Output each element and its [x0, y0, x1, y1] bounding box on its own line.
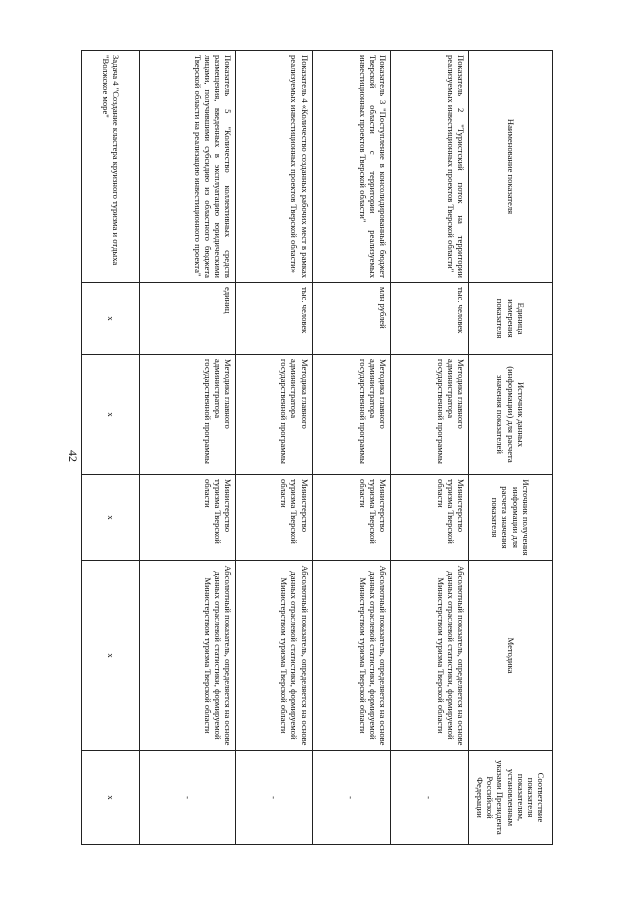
- task-unit: х: [82, 283, 140, 355]
- header-method: Методика: [469, 561, 553, 751]
- indicator-data-source: Методика главного администратора государственной программы: [312, 355, 390, 475]
- table-row: [390, 51, 468, 845]
- page-number: 42: [66, 450, 80, 462]
- indicator-unit: единиц: [140, 283, 236, 355]
- indicator-info-source: Министерство туризма Тверской области: [390, 475, 468, 561]
- indicator-info-source: Министерство туризма Тверской области: [236, 475, 312, 561]
- header-indicator-name: Наименование показателя: [469, 51, 553, 283]
- indicator-compliance: -: [312, 751, 390, 845]
- task-name: Задача 4 "Создание кластера круизного туризма и отдыха "Волжское море": [82, 51, 140, 283]
- table-row: [140, 51, 236, 845]
- table-row: [312, 51, 390, 845]
- indicator-compliance: -: [140, 751, 236, 845]
- indicators-table: [81, 50, 553, 845]
- task-method: х: [82, 561, 140, 751]
- indicator-method: Абсолютный показатель, определяется на основе данных отраслевой статистики, формируемой Министерством туризма Тверской области: [236, 561, 312, 751]
- indicator-data-source: Методика главного администратора государственной программы: [390, 355, 468, 475]
- indicator-info-source: Министерство туризма Тверской области: [140, 475, 236, 561]
- indicator-name: Показатель 4 «Количество созданных рабочих мест в рамках реализуемых инвестиционных проектов Тверской области»: [236, 51, 312, 283]
- indicator-method: Абсолютный показатель, определяется на основе данных отраслевой статистики, формируемой Министерством туризма Тверской области: [140, 561, 236, 751]
- table-row: [236, 51, 312, 845]
- task-data-source: х: [82, 355, 140, 475]
- indicator-data-source: Методика главного администратора государственной программы: [140, 355, 236, 475]
- indicators-table-rotated: [81, 50, 553, 844]
- indicator-info-source: Министерство туризма Тверской области: [312, 475, 390, 561]
- task-compliance: х: [82, 751, 140, 845]
- indicator-unit: тыс. человек: [236, 283, 312, 355]
- header-unit: Единица измерения показателя: [469, 283, 553, 355]
- indicator-data-source: Методика главного администратора государственной программы: [236, 355, 312, 475]
- indicator-method: Абсолютный показатель, определяется на основе данных отраслевой статистики, формируемой Министерством туризма Тверской области: [390, 561, 468, 751]
- indicator-name: Показатель 2 "Туристский поток на территории реализуемых инвестиционных проектов Тверской области": [390, 51, 468, 283]
- header-info-source: Источник получения информации для расчета значения показателя: [469, 475, 553, 561]
- indicator-name: Показатель 3 "Поступление в консолидированный бюджет Тверской области с территории реализуемых инвестиционных проектов Тверской области": [312, 51, 390, 283]
- table-header-row: [469, 51, 553, 845]
- header-data-source: Источник данных (информации) для расчета значения показателей: [469, 355, 553, 475]
- indicator-unit: тыс. человек: [390, 283, 468, 355]
- indicator-compliance: -: [390, 751, 468, 845]
- task-row: [82, 51, 140, 845]
- header-compliance: Соответствие показателя показателям, установленным указами Президента Российской Федерации: [469, 751, 553, 845]
- indicator-unit: млн рублей: [312, 283, 390, 355]
- indicator-method: Абсолютный показатель, определяется на основе данных отраслевой статистики, формируемой Министерством туризма Тверской области: [312, 561, 390, 751]
- indicator-name: Показатель 5 "Количество коллективных средств размещения, введенных в эксплуатацию юридическими лицами, получившими субсидию из областного бюджета Тверской области на реализацию инвестиционного проекта": [140, 51, 236, 283]
- task-info-source: х: [82, 475, 140, 561]
- indicator-compliance: -: [236, 751, 312, 845]
